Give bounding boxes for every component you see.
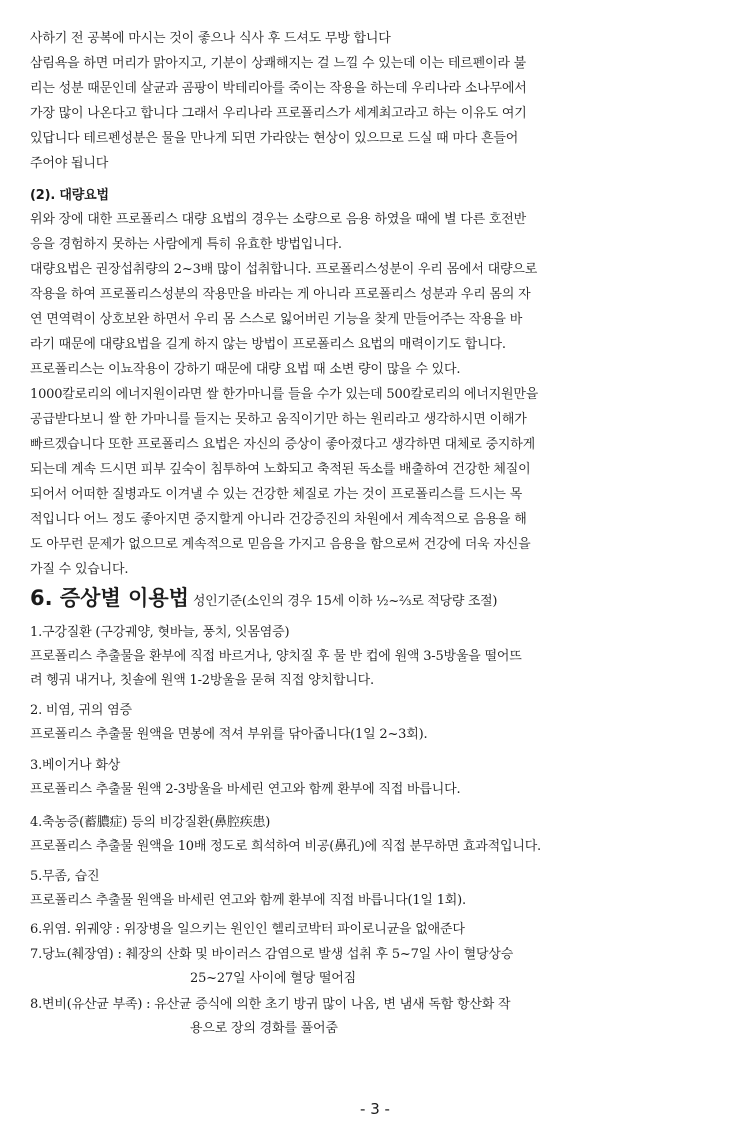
text-line: 주어야 됩니다 [30,156,109,171]
text-line: 공급받다보니 쌀 한 가마니를 들지는 못하고 움직이기만 하는 원리라고 생각하시면 이해가 [30,412,527,427]
text-line: 사하기 전 공복에 마시는 것이 좋으나 식사 후 드셔도 무방 합니다 [30,31,391,46]
text-line: 1000칼로리의 에너지원이라면 쌀 한가마니를 들을 수가 있는데 500칼로리의 에너지원만을 [30,387,539,402]
text-line: 프로폴리스 추출물 원액을 바세린 연고와 함께 환부에 직접 바릅니다(1일 1회). [30,893,466,908]
item-title: 4.축농증(蓄膿症) 등의 비강질환(鼻腔疾患) [30,815,271,830]
section-6-heading-row [30,586,725,614]
text-line: 라기 때문에 대량요법을 길게 하지 않는 방법이 프로폴리스 요법의 매력이기도 합니다. [30,337,506,352]
item-title: 2. 비염, 귀의 염증 [30,703,132,718]
text-line: 빠르겠습니다 또한 프로폴리스 요법은 자신의 증상이 좋아졌다고 생각하면 대체로 중지하게 [30,437,535,452]
section-heading: (2). 대량요법 [30,188,109,203]
text-line: 가질 수 있습니다. [30,562,129,577]
text-line: 25~27일 사이에 혈당 떨어짐 [190,971,356,986]
page-title: 6. 증상별 이용법 [30,586,189,610]
item-title: 5.무좀, 습진 [30,869,100,884]
item-title: 1.구강질환 (구강궤양, 혓바늘, 풍치, 잇몸염증) [30,625,290,640]
text-line: 있답니다 테르펜성분은 물을 만나게 되면 가라앉는 현상이 있으므로 드실 때 마다 흔들어 [30,131,519,146]
text-line: 응을 경험하지 못하는 사람에게 특히 유효한 방법입니다. [30,237,342,252]
text-line: 프로폴리스는 이뇨작용이 강하기 때문에 대량 요법 때 소변 량이 많을 수 있다. [30,362,461,377]
text-line: 되는데 계속 드시면 피부 깊숙이 침투하여 노화되고 축적된 독소를 배출하여 건강한 체질이 [30,462,531,477]
item-title: 7.당뇨(췌장염) : 췌장의 산화 및 바이러스 감염으로 발생 섭취 후 5~7일 사이 혈당상승 [30,947,514,962]
section-subtitle: 성인기준(소인의 경우 15세 이하 ½~⅔로 적당량 조절) [192,594,498,609]
text-line: 려 헹궈 내거나, 칫솔에 원액 1-2방울을 묻혀 직접 양치합니다. [30,673,374,688]
text-line: 프로폴리스 추출물 원액을 10배 정도로 희석하여 비공(鼻孔)에 직접 분무하면 효과적입니다. [30,839,541,854]
text-line: 대량요법은 권장섭취량의 2~3배 많이 섭취합니다. 프로폴리스성분이 우리 몸에서 대량으로 [30,262,538,277]
text-line: 용으로 장의 경화를 풀어줌 [190,1021,338,1036]
text-line: 도 아무런 문제가 없으므로 계속적으로 믿음을 가지고 음용을 함으로써 건강에 더욱 자신을 [30,537,531,552]
text-line: 삼림욕을 하면 머리가 맑아지고, 기분이 상쾌해지는 걸 느낄 수 있는데 이는 테르펜이라 불 [30,56,527,71]
text-line: 위와 장에 대한 프로폴리스 대량 요법의 경우는 소량으로 음용 하였을 때에 별 다른 호전반 [30,212,527,227]
page-number: - 3 - [360,1100,390,1118]
text-line: 연 면역력이 상호보완 하면서 우리 몸 스스로 잃어버린 기능을 찾게 만들어주는 작용을 바 [30,312,523,327]
text-line: 프로폴리스 추출물 원액을 면봉에 적셔 부위를 닦아줍니다(1일 2~3회). [30,727,428,742]
text-line: 가장 많이 나온다고 합니다 그래서 우리나라 프로폴리스가 세계최고라고 하는 이유도 여기 [30,106,527,121]
text-line: 프로폴리스 추출물 원액 2-3방울을 바세린 연고와 함께 환부에 직접 바릅니다. [30,782,461,797]
text-line: 프로폴리스 추출물을 환부에 직접 바르거나, 양치질 후 물 반 컵에 원액 3-5방울을 떨어뜨 [30,649,522,664]
text-line: 작용을 하여 프로폴리스성분의 작용만을 바라는 게 아니라 프로폴리스 성분과 우리 몸의 자 [30,287,531,302]
item-title: 6.위염. 위궤양 : 위장병을 일으키는 원인인 헬리코박터 파이로니균을 없애준다 [30,922,465,937]
text-line: 되어서 어떠한 질병과도 이겨낼 수 있는 건강한 체질로 가는 것이 프로폴리스를 드시는 목 [30,487,523,502]
item-title: 8.변비(유산균 부족) : 유산균 증식에 의한 초기 방귀 많이 나옴, 변 냄새 독함 항산화 작 [30,997,511,1012]
text-line: 리는 성분 때문인데 살균과 곰팡이 박테리아를 죽이는 작용을 하는데 우리나라 소나무에서 [30,81,527,96]
text-line: 적입니다 어느 정도 좋아지면 중지할게 아니라 건강증진의 차원에서 계속적으로 음용을 해 [30,512,527,527]
item-title: 3.베이거나 화상 [30,758,121,773]
